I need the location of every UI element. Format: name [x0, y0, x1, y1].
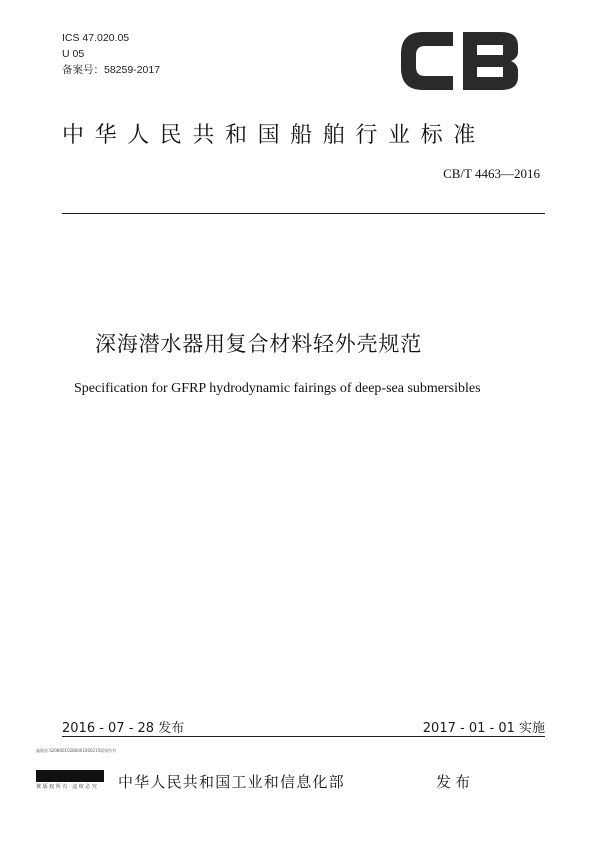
- classification-block: [62, 30, 160, 78]
- document-title-cn: 深海潜水器用复合材料轻外壳规范: [95, 332, 422, 356]
- implementation-date: 2017 - 01 - 01 实施: [422, 721, 545, 736]
- copyright-note: 鑫版权 S2080010280001000215版权所有: [36, 748, 117, 753]
- divider-top: [62, 213, 545, 214]
- standard-code: CB/T 4463—2016: [443, 166, 540, 181]
- cb-logo-icon: [397, 28, 522, 94]
- document-title-en: Specification for GFRP hydrodynamic fairings of deep-sea submersibles: [74, 381, 481, 396]
- divider-bottom: [62, 736, 545, 737]
- record-number: 备案号：58259-2017: [62, 64, 161, 76]
- ics-code: ICS 47.020.05: [62, 32, 130, 44]
- redaction-stamp: [36, 770, 104, 782]
- stamp-caption: 翼 版 权 所 有 · 违 权 必 究: [36, 784, 97, 790]
- classification-code: U 05: [62, 48, 85, 60]
- publisher-name: 中华人民共和国工业和信息化部: [118, 773, 345, 791]
- standard-category-title: 中华人民共和国船舶行业标准: [62, 123, 486, 148]
- publish-label: 发布: [436, 773, 475, 791]
- issue-date: 2016 - 07 - 28 发布: [62, 721, 185, 736]
